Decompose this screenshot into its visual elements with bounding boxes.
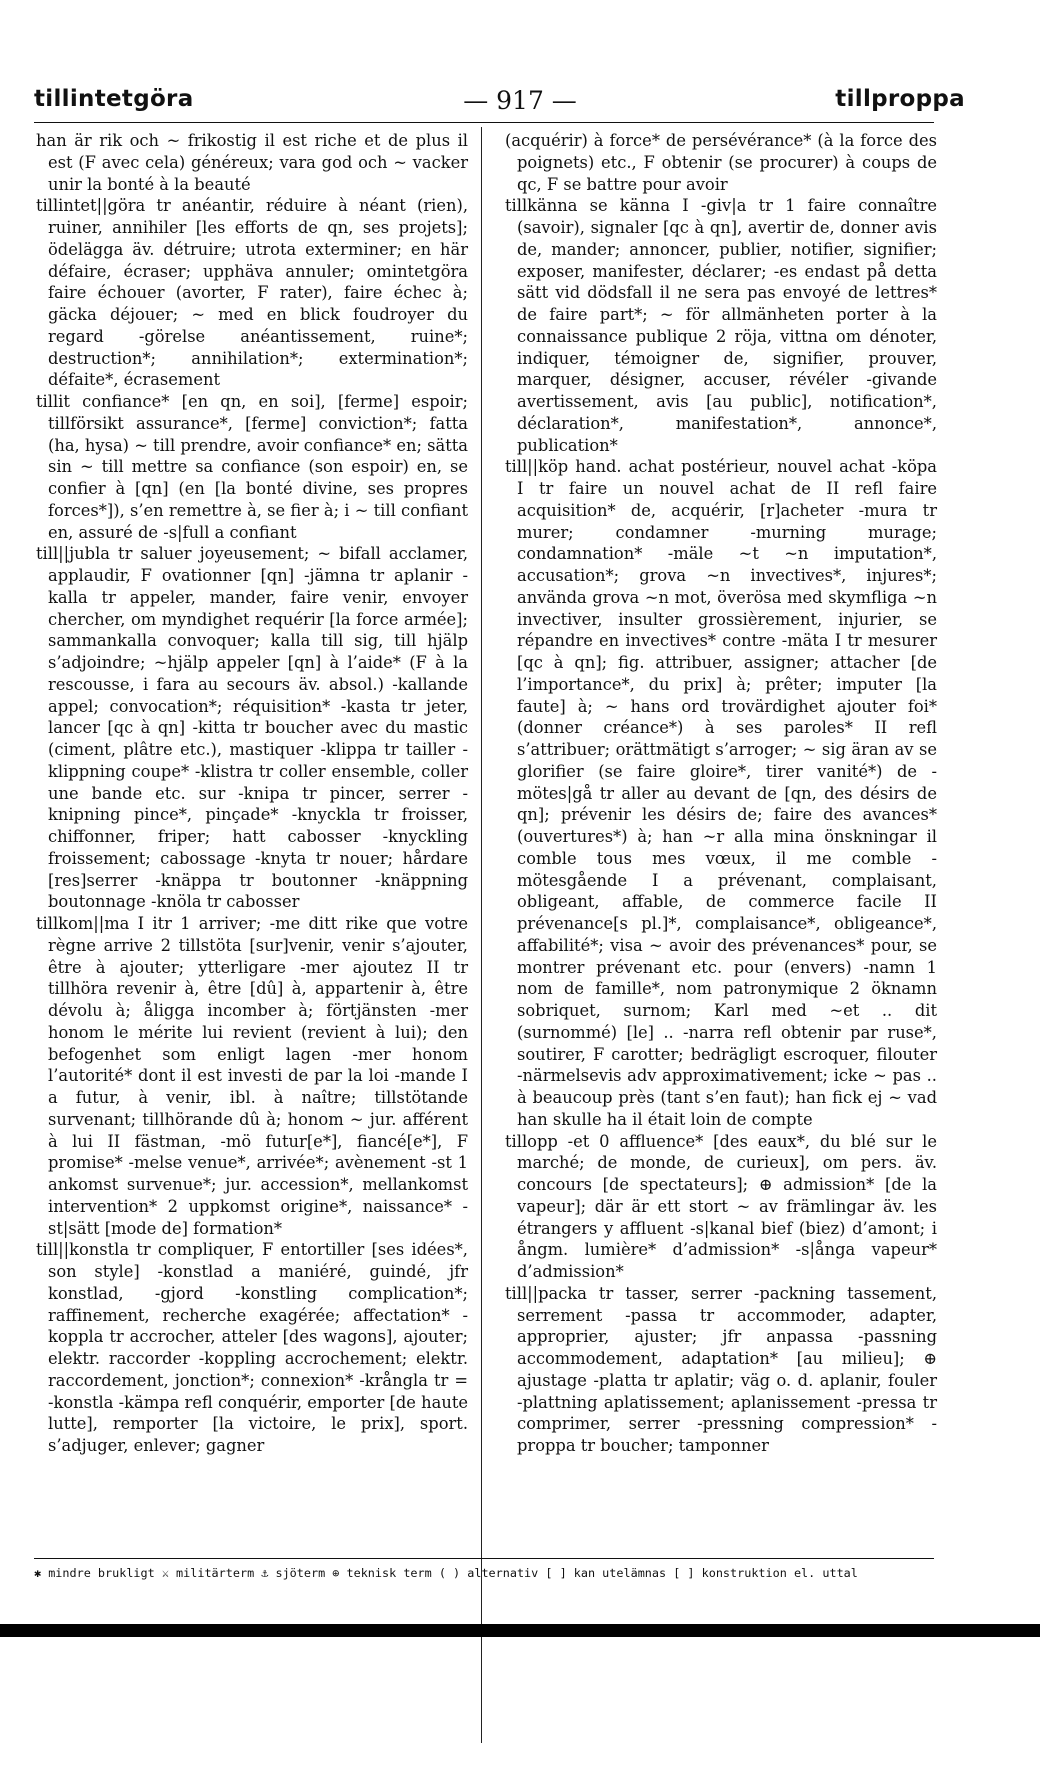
left-guideword: tillintetgöra <box>34 86 194 112</box>
entry-continuation: (acquérir) à force* de persévérance* (à la force des poignets) etc., F obtenir (se procurer) à coups de qc, F se battre pour avoir <box>505 131 937 194</box>
symbol-legend: ✱ mindre brukligt ⚔ militärterm ⚓ sjöterm ⊕ teknisk term ( ) alternativ [ ] kan utelämnas [ ] konstruktion el. uttal <box>34 1566 858 1580</box>
entry-tillintetgora: tillintet||göra tr anéantir, réduire à néant (rien), ruiner, annihiler [les efforts de qn, ses projets]; ödelägga äv. détruire; utrota exterminer; en här défaire, écraser; upphäva annuler; omintetgöra faire échouer (avorter, F rater), faire échec à; gäcka déjouer; ~ med en blick foudroyer du regard -görelse anéantissement, ruine*; destruction*; annihilation*; extermination*; défaite*, écrasement <box>36 196 468 390</box>
entry-tillkanna: tillkänna se känna I -giv|a tr 1 faire connaître (savoir), signaler [qc à qn], avertir de, donner avis de, mander; annoncer, publier, notifier, signifier; exposer, manifester, déclarer; -es endast på detta sätt vid dödsfall il ne sera pas envoyé de lettres* de faire part*; ~ för allmänheten porter à la connaissance publique 2 röja, vittna om dénoter, indiquer, témoigner de, signifier, prouver, marquer, désigner, accuser, révéler -givande avertissement, avis [au public], notification*, déclaration*, manifestation*, annonce*, publication* <box>505 196 937 455</box>
header-rule <box>34 122 934 123</box>
entry-tillkomma: tillkom||ma I itr 1 arriver; -me ditt rike que votre règne arrive 2 tillstöta [sur]venir, venir s’ajouter, être à ajouter; ytterligare -mer ajoutez II tr tillhöra revenir à, être [dû] à, appartenir à, être dévolu à; åligga incomber à; förtjänsten -mer honom le mérite lui revient (revient à lui); den befogenhet som enligt lagen -mer honom l’autorité* dont il est investi de par la loi -mande I a futur, à venir, ibl. à naître; tillstötande survenant; tillhörande dû à; honom ~ jur. afférent à lui II fästman, -mö futur[e*], fiancé[e*], F promise* -melse venue*, arrivée*; avènement -st 1 ankomst survenue*; jur. accession*, mellankomst intervention* 2 uppkomst origine*, naissance* -st|sätt [mode de] formation* <box>36 914 468 1238</box>
entry-tillit: tillit confiance* [en qn, en soi], [ferme] espoir; tillförsikt assurance*, [ferme] conviction*; fatta (ha, hysa) ~ till prendre, avoir confiance* en; sätta sin ~ till mettre sa confiance (son espoir) en, se confier à [qn] (en [la bonté divine, ses propres forces*]), s’en remettre à, se fier à; i ~ till confiant en, assuré de -s|full a confiant <box>36 392 468 542</box>
scan-border <box>0 1624 1040 1637</box>
column-divider <box>481 127 482 1743</box>
left-column <box>36 130 468 1790</box>
entry-tilljubla: till||jubla tr saluer joyeusement; ~ bifall acclamer, applaudir, F ovationner [qn] -jämna tr aplanir -kalla tr appeler, mander, faire venir, envoyer chercher, om myndighet requérir [la force armée]; sammankalla convoquer; kalla till sig, till hjälp s’adjoindre; ~hjälp appeler [qn] à l’aide* (F à la rescousse, i fara au secours äv. absol.) -kallande appel; convocation*; réquisition* -kasta tr jeter, lancer [qc à qn] -kitta tr boucher avec du mastic (ciment, plâtre etc.), mastiquer -klippa tr tailler -klippning coupe* -klistra tr coller ensemble, coller une bande etc. sur -knipa tr pincer, serrer -knipning pince*, pinçade* -knyckla tr froisser, chiffonner, friper; hatt cabosser -knyckling froissement; cabossage -knyta tr nouer; hårdare [res]serrer -knäppa tr boutonner -knäppning boutonnage -knöla tr cabosser <box>36 544 468 912</box>
entry-continuation: han är rik och ~ frikostig il est riche et de plus il est (F avec cela) généreux; vara god och ~ vacker unir la bonté à la beauté <box>36 131 468 194</box>
entry-tillkop: till||köp hand. achat postérieur, nouvel achat -köpa I tr faire un nouvel achat de II refl faire acquisition* de, acquérir, [r]acheter -mura tr murer; condamner -murning murage; condamnation* -mäle ~t ~n imputation*, accusation*; grova ~n invectives*, injures*; använda grova ~n mot, överösa med skymfliga ~n invectiver, insulter grossièrement, injurier, se répandre en invectives* contre -mäta I tr mesurer [qc à qn]; fig. attribuer, assigner; attacher [de l’importance*, du prix] à; prêter; imputer [la faute] à; ~ hans ord trovärdighet ajouter foi* (donner créance*) à ses paroles* II refl s’attribuer; orättmätigt s’arroger; ~ sig äran av se glorifier (se faire gloire*, tirer vanité*) de -mötes|gå tr aller au devant de [qn, des désirs de qn]; prévenir les désirs de; faire des avances* (ouvertures*) à; han ~r alla mina önskningar il comble tous mes vœux, il me comble -mötesgående I a prévenant, complaisant, obligeant, affable, de commerce facile II prévenance[s pl.]*, complaisance*, obligeance*, affabilité*; visa ~ avoir des prévenances* pour, se montrer prévenant etc. pour (envers) -namn 1 nom de famille*, nom patronymique 2 öknamn sobriquet, surnom; Karl med ~et .. dit (surnommé) [le] .. -narra refl obtenir par ruse*, soutirer, F carotter; bedrägligt escroquer, filouter -närmelsevis adv approximativement; icke ~ pas .. à beaucoup près (tant s’en faut); han fick ej ~ vad han skulle ha il était loin de compte <box>505 457 937 1129</box>
entry-tillkonstla: till||konstla tr compliquer, F entortiller [ses idées*, son style] -konstlad a maniéré, guindé, jfr konstlad, -gjord -konstling complication*; raffinement, recherche exagérée; affectation* -koppla tr accrocher, atteler [des wagons], ajouter; elektr. raccorder -koppling accrochement; elektr. raccordement, jonction*; connexion* -krångla tr = -konstla -kämpa refl conquérir, emporter [de haute lutte], remporter [la victoire, le prix], sport. s’adjuger, enlever; gagner <box>36 1240 468 1455</box>
right-column <box>505 130 937 1790</box>
page-number: — 917 — <box>463 86 577 115</box>
footer-rule <box>34 1558 934 1559</box>
entry-tillopp: tillopp -et 0 affluence* [des eaux*, du blé sur le marché; de monde, de curieux], om pers. äv. concours [de spectateurs]; ⊕ admission* [de la vapeur]; där är ett stort ~ av främlingar äv. les étrangers y affluent -s|kanal bief (biez) d’amont; i ångm. lumière* d’admission* -s|ånga vapeur* d’admission* <box>505 1131 937 1281</box>
entry-tillpacka: till||packa tr tasser, serrer -packning tassement, serrement -passa tr accommoder, adapter, approprier, ajuster; jfr anpassa -passning accommodement, adaptation* [au milieu]; ⊕ ajustage -platta tr aplatir; väg o. d. aplanir, fouler -plattning aplatissement; aplanissement -pressa tr comprimer, serrer -pressning compression* -proppa tr boucher; tamponner <box>505 1283 937 1455</box>
right-guideword: tillproppa <box>835 86 965 112</box>
